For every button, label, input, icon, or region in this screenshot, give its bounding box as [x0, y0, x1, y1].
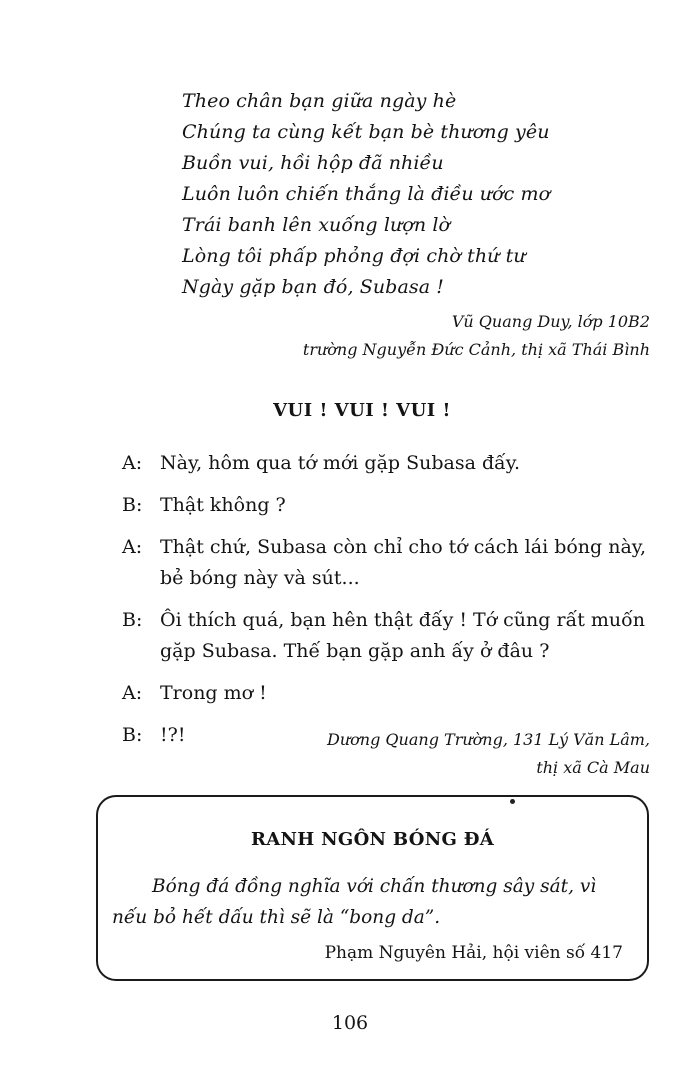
joke-credit-town: thị xã Cà Mau: [536, 758, 650, 777]
poem-line: Trái banh lên xuống lượn lờ: [182, 214, 451, 236]
dialogue-turn: [122, 448, 662, 479]
speech-text: Trong mơ !: [160, 682, 267, 704]
speaker-label: A:: [122, 452, 143, 474]
quote-text: Bóng đá đồng nghĩa với chấn thương sây sát, vì nếu bỏ hết dấu thì sẽ là “bong da”.: [112, 876, 597, 928]
dialogue-turn: [122, 532, 662, 594]
joke-dialogue: [122, 448, 662, 762]
poem-line: Luôn luôn chiến thắng là điều ước mơ: [182, 183, 551, 205]
joke-credit: [327, 726, 650, 782]
poem-line: Theo chân bạn giữa ngày hè: [182, 90, 457, 112]
poem-line: Ngày gặp bạn đó, Subasa !: [182, 276, 445, 298]
poem-credit: [303, 308, 650, 364]
speech-text: !?!: [160, 724, 186, 746]
speech-text: Ôi thích quá, bạn hên thật đấy ! Tớ cũng rất muốn gặp Subasa. Thế bạn gặp anh ấy ở đâu ?: [160, 609, 646, 662]
speaker-label: B:: [122, 609, 143, 631]
dialogue-turn: [122, 678, 662, 709]
joke-credit-name: Dương Quang Trường, 131 Lý Văn Lâm,: [327, 730, 650, 749]
poem-line: Chúng ta cùng kết bạn bè thương yêu: [182, 121, 550, 143]
poem-line: Lòng tôi phấp phỏng đợi chờ thứ tư: [182, 245, 526, 267]
speech-text: Thật chứ, Subasa còn chỉ cho tớ cách lái bóng này, bẻ bóng này và sút...: [160, 536, 647, 589]
quote-box-title: RANH NGÔN BÓNG ĐÁ: [251, 829, 494, 850]
joke-title: VUI ! VUI ! VUI !: [273, 400, 451, 421]
speaker-label: A:: [122, 682, 143, 704]
dialogue-turn: [122, 490, 662, 521]
ink-speck-decoration: [510, 799, 515, 804]
poem-credit-name: Vũ Quang Duy, lớp 10B2: [451, 312, 650, 331]
speech-text: Thật không ?: [160, 494, 286, 516]
quote-box: [96, 795, 649, 981]
speech-text: Này, hôm qua tớ mới gặp Subasa đấy.: [160, 452, 521, 474]
quote-author: Phạm Nguyên Hải, hội viên số 417: [324, 943, 623, 963]
poem-credit-school: trường Nguyễn Đức Cảnh, thị xã Thái Bình: [302, 340, 650, 359]
dialogue-turn: [122, 605, 662, 667]
poem-line: Buồn vui, hồi hộp đã nhiều: [182, 152, 444, 174]
page-number: 106: [331, 1012, 369, 1034]
poem: [182, 86, 550, 303]
speaker-label: B:: [122, 494, 143, 516]
speaker-label: A:: [122, 536, 143, 558]
speaker-label: B:: [122, 724, 143, 746]
